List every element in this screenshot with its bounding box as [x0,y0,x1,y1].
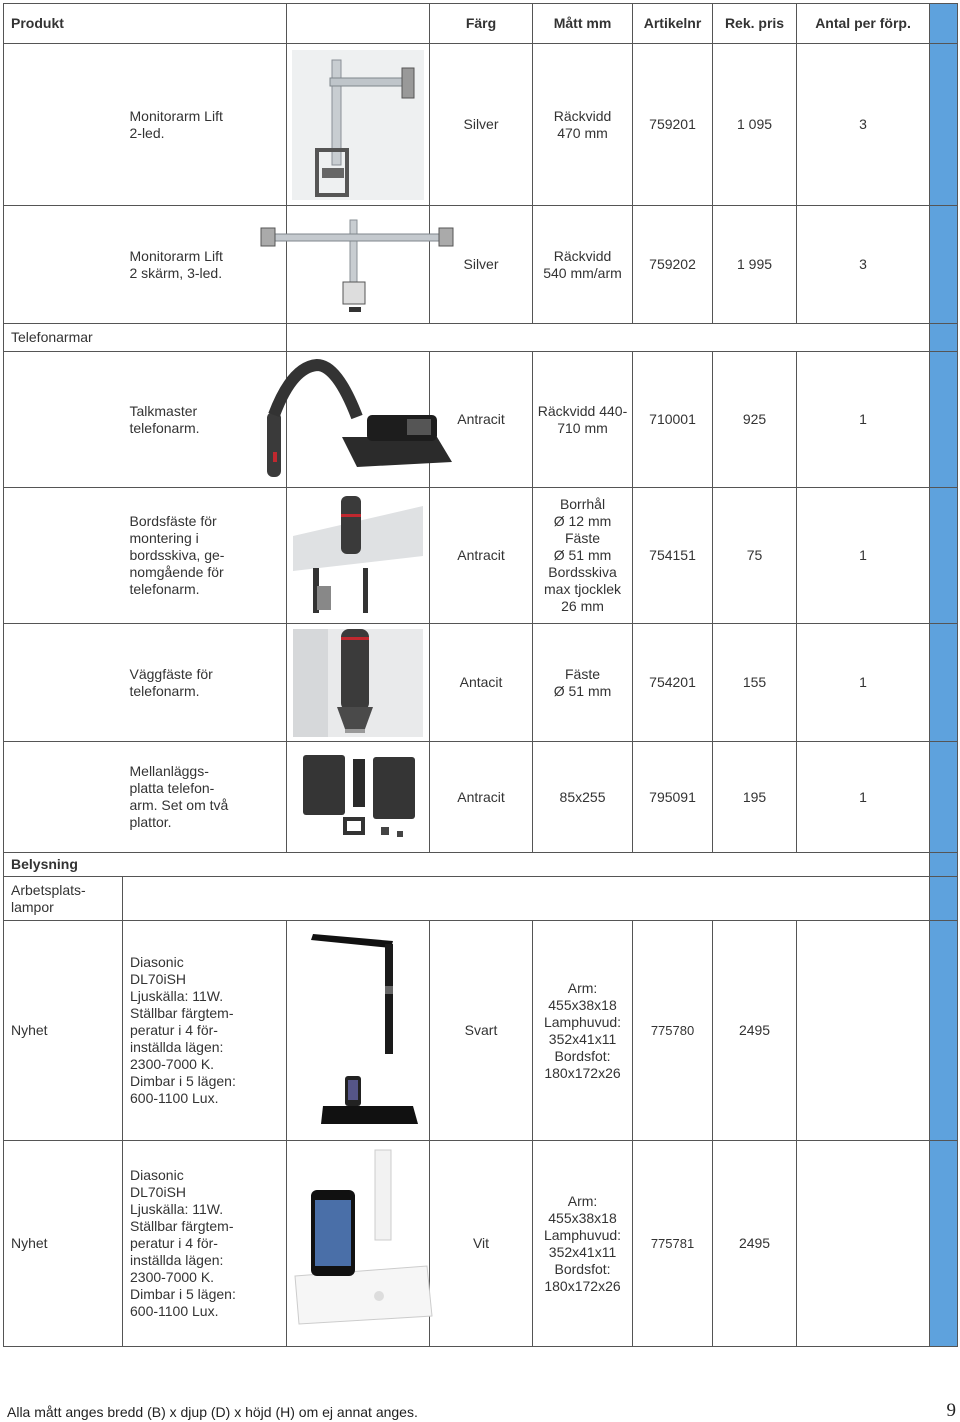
product-name: Väggfäste för telefonarm. [123,624,287,742]
product-artikelnr: 754151 [633,488,713,624]
table-row [4,352,958,488]
product-antal: 1 [797,352,930,488]
header-antal: Antal per förp. [797,4,930,44]
product-name: Monitorarm Lift 2 skärm, 3-led. [123,206,287,324]
table-header-row [4,4,958,44]
product-price: 195 [713,742,797,853]
product-size: Arm: 455x38x18 Lamphuvud: 352x41x11 Bordsfot: 180x172x26 [533,1141,633,1347]
side-tab [930,4,958,44]
product-color: Silver [430,206,533,324]
product-price: 75 [713,488,797,624]
dual-monitor-arm-image [257,212,457,317]
phone-arm-image [257,357,457,482]
section-row [4,324,958,352]
product-size: Arm: 455x38x18 Lamphuvud: 352x41x11 Bordsfot: 180x172x26 [533,921,633,1141]
section-telefonarmar: Telefonarmar [4,324,287,352]
product-size: Borrhål Ø 12 mm Fäste Ø 51 mm Bordsskiva max tjocklek 26 mm [533,488,633,624]
product-size: Räckvidd 440- 710 mm [533,352,633,488]
product-size: 85x255 [533,742,633,853]
section-belysning: Belysning [4,853,930,877]
product-size: Räckvidd 540 mm/arm [533,206,633,324]
product-antal: 1 [797,488,930,624]
product-color: Antracit [430,488,533,624]
black-lamp-image [293,926,423,1136]
product-artikelnr: 775781 [633,1141,713,1347]
white-lamp-image [287,1146,437,1342]
product-price: 1 995 [713,206,797,324]
section-row [4,853,958,877]
product-color: Antracit [430,352,533,488]
product-artikelnr: 759201 [633,44,713,206]
product-name: Talkmaster telefonarm. [123,352,287,488]
product-price: 2495 [713,1141,797,1347]
header-artikelnr: Artikelnr [633,4,713,44]
nyhet-badge: Nyhet [4,1141,123,1347]
product-color: Antacit [430,624,533,742]
page-number: 9 [946,1400,956,1421]
table-row [4,921,958,1141]
product-name: Diasonic DL70iSH Ljuskälla: 11W. Ställbar färgtem- peratur i 4 för- inställda lägen: 2300-7000 K. Dimbar i 5 lägen: 600-1100 Lux. [123,1141,287,1347]
product-name: Bordsfäste för montering i bordsskiva, ge- nomgående för telefonarm. [123,488,287,624]
table-row [4,1141,958,1347]
header-produkt: Produkt [4,4,287,44]
product-image [287,1141,430,1347]
table-row [4,742,958,853]
plate-image [293,747,423,847]
product-price: 925 [713,352,797,488]
table-row [4,488,958,624]
product-color: Vit [430,1141,533,1347]
table-row [4,206,958,324]
nyhet-badge: Nyhet [4,921,123,1141]
table-row [4,44,958,206]
header-rekpris: Rek. pris [713,4,797,44]
table-row [4,624,958,742]
product-image [287,44,430,206]
header-matt: Mått mm [533,4,633,44]
product-antal: 1 [797,742,930,853]
product-price: 155 [713,624,797,742]
product-price: 1 095 [713,44,797,206]
product-image [287,624,430,742]
product-table [3,3,958,1347]
product-size: Fäste Ø 51 mm [533,624,633,742]
product-artikelnr: 754201 [633,624,713,742]
product-image [287,488,430,624]
product-antal: 1 [797,624,930,742]
product-image [287,352,430,488]
product-antal: 3 [797,206,930,324]
product-price: 2495 [713,921,797,1141]
product-image [287,921,430,1141]
product-artikelnr: 710001 [633,352,713,488]
product-artikelnr: 775780 [633,921,713,1141]
product-name: Diasonic DL70iSH Ljuskälla: 11W. Ställbar färgtem- peratur i 4 för- inställda lägen: 2300-7000 K. Dimbar i 5 lägen: 600-1100 Lux. [123,921,287,1141]
product-artikelnr: 759202 [633,206,713,324]
product-name: Monitorarm Lift 2-led. [123,44,287,206]
product-image [287,206,430,324]
product-size: Räckvidd 470 mm [533,44,633,206]
desk-mount-image [293,496,423,616]
footer-note: Alla mått anges bredd (B) x djup (D) x höjd (H) om ej annat anges. [7,1404,418,1420]
product-name: Mellanläggs- platta telefon- arm. Set om två plattor. [123,742,287,853]
product-image [287,742,430,853]
product-color: Svart [430,921,533,1141]
monitor-arm-image [292,50,424,200]
product-antal: 3 [797,44,930,206]
header-farg: Färg [430,4,533,44]
section-arbetsplatslampor: Arbetsplats- lampor [4,877,123,921]
section-row [4,877,958,921]
wall-mount-image [293,629,423,737]
product-color: Silver [430,44,533,206]
product-color: Antracit [430,742,533,853]
product-artikelnr: 795091 [633,742,713,853]
